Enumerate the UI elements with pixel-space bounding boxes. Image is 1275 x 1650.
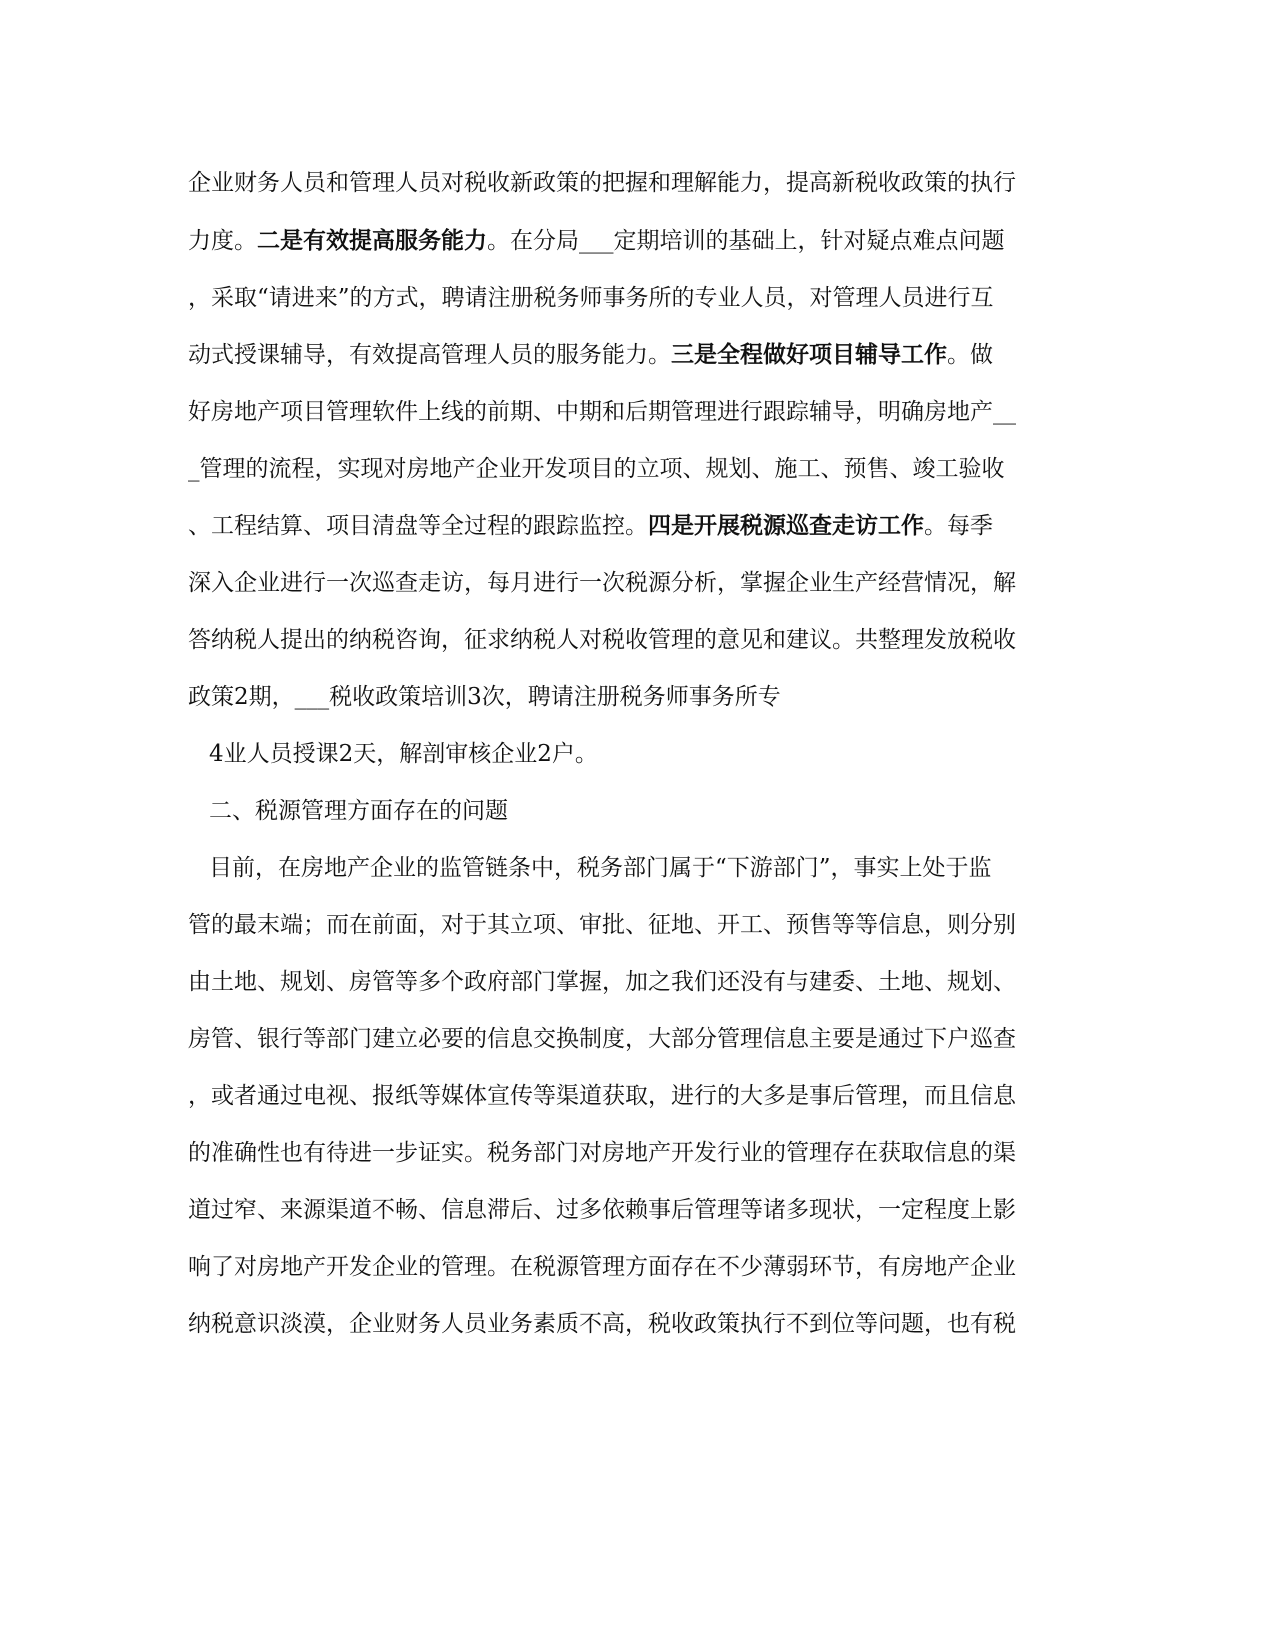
text-line xyxy=(188,620,1088,660)
text-line xyxy=(188,335,1088,375)
text-span: 动式授课辅导，有效提高管理人员的服务能力。 xyxy=(188,342,671,368)
text-span: 深入企业进行一次巡查走访，每月进行一次税源分析，掌握企业生产经营情况，解 xyxy=(188,570,1016,596)
text-span: 房管、银行等部门建立必要的信息交换制度，大部分管理信息主要是通过下户巡查 xyxy=(188,1026,1016,1052)
text-span: 目前，在房地产企业的监管链条中，税务部门属于“下游部门”，事实上处于监 xyxy=(209,855,992,881)
text-line xyxy=(188,962,1088,1002)
text-span: 答纳税人提出的纳税咨询，征求纳税人对税收管理的意见和建议。共整理发放税收 xyxy=(188,627,1016,653)
text-span: 由土地、规划、房管等多个政府部门掌握，加之我们还没有与建委、土地、规划、 xyxy=(188,969,1016,995)
text-line xyxy=(188,221,1088,261)
text-line xyxy=(188,506,1088,546)
text-line xyxy=(188,1076,1088,1116)
text-span: 、工程结算、项目清盘等全过程的跟踪监控。 xyxy=(188,513,648,539)
text-line xyxy=(209,848,1109,888)
text-line xyxy=(188,1019,1088,1059)
text-line xyxy=(188,392,1088,432)
text-line xyxy=(188,163,1088,203)
paragraph-line xyxy=(209,734,1109,774)
text-line xyxy=(188,1190,1088,1230)
bold-phrase: 二是有效提高服务能力 xyxy=(257,228,487,254)
text-span: 4业人员授课2天，解剖审核企业2户。 xyxy=(209,741,598,767)
text-span: _管理的流程，实现对房地产企业开发项目的立项、规划、施工、预售、竣工验收 xyxy=(188,456,1005,482)
text-span: 的准确性也有待进一步证实。税务部门对房地产开发行业的管理存在获取信息的渠 xyxy=(188,1140,1016,1166)
text-line xyxy=(188,1304,1088,1344)
text-span: 纳税意识淡漠，企业财务人员业务素质不高，税收政策执行不到位等问题，也有税 xyxy=(188,1311,1016,1337)
bold-phrase: 三是全程做好项目辅导工作 xyxy=(671,342,947,368)
text-span: 力度。 xyxy=(188,228,257,254)
text-span: 政策2期，___税收政策培训3次，聘请注册税务师事务所专 xyxy=(188,684,781,710)
text-line xyxy=(188,1247,1088,1287)
text-line xyxy=(188,1133,1088,1173)
heading-text: 二、税源管理方面存在的问题 xyxy=(209,798,508,824)
text-span: ，或者通过电视、报纸等媒体宣传等渠道获取，进行的大多是事后管理，而且信息 xyxy=(188,1083,1016,1109)
text-span: 管的最末端；而在前面，对于其立项、审批、征地、开工、预售等等信息，则分别 xyxy=(188,912,1016,938)
text-span: 企业财务人员和管理人员对税收新政策的把握和理解能力，提高新税收政策的执行 xyxy=(188,170,1016,196)
text-span: 响了对房地产开发企业的管理。在税源管理方面存在不少薄弱环节，有房地产企业 xyxy=(188,1254,1016,1280)
text-span: 道过窄、来源渠道不畅、信息滞后、过多依赖事后管理等诸多现状，一定程度上影 xyxy=(188,1197,1016,1223)
section-heading xyxy=(209,791,1109,831)
text-line xyxy=(188,563,1088,603)
text-span: 。每季 xyxy=(924,513,993,539)
text-span: 好房地产项目管理软件上线的前期、中期和后期管理进行跟踪辅导，明确房地产__ xyxy=(188,399,1016,425)
text-span: ，采取“请进来”的方式，聘请注册税务师事务所的专业人员，对管理人员进行互 xyxy=(188,285,994,311)
text-line xyxy=(188,449,1088,489)
text-span: 。做 xyxy=(947,342,993,368)
text-span: 。在分局___定期培训的基础上，针对疑点难点问题 xyxy=(487,228,1005,254)
bold-phrase: 四是开展税源巡查走访工作 xyxy=(648,513,924,539)
text-line xyxy=(188,677,1088,717)
text-line xyxy=(188,905,1088,945)
text-line xyxy=(188,278,1088,318)
